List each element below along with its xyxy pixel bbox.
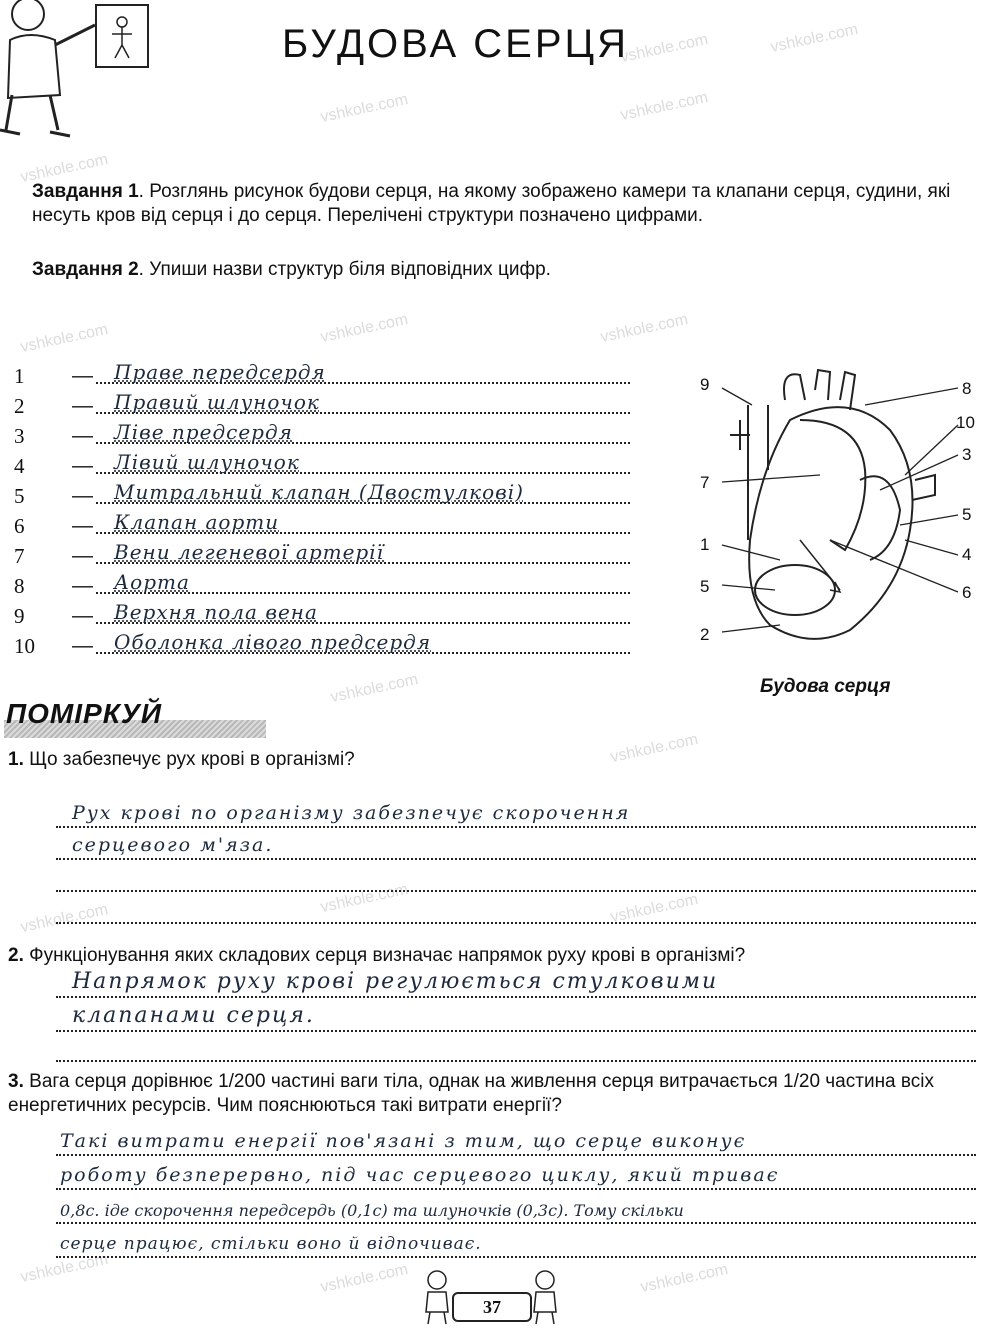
watermark: vshkole.com bbox=[619, 30, 710, 67]
task2-text bbox=[32, 258, 977, 282]
page-title: БУДОВА СЕРЦЯ bbox=[282, 22, 630, 66]
answer-line[interactable] bbox=[56, 1004, 976, 1032]
handwritten-answer: Оболонка лівого предсердя bbox=[114, 630, 432, 654]
answer-line[interactable] bbox=[56, 832, 976, 860]
ponder-heading: ПОМІРКУЙ bbox=[6, 698, 163, 729]
boy-illustration bbox=[0, 0, 160, 145]
diagram-number: 8 bbox=[962, 379, 972, 398]
handwritten-answer: Ліве предсердя bbox=[114, 420, 293, 444]
label-row bbox=[10, 632, 630, 662]
diagram-number: 5 bbox=[962, 505, 972, 524]
right-ventricle-outline bbox=[755, 565, 835, 615]
diagram-caption: Будова серця bbox=[760, 676, 891, 697]
label-row bbox=[10, 452, 630, 482]
label-row bbox=[10, 482, 630, 512]
watermark: vshkole.com bbox=[609, 890, 700, 927]
diagram-number: 10 bbox=[956, 413, 975, 432]
footer-figure-right bbox=[528, 1268, 562, 1326]
diagram-number: 7 bbox=[700, 473, 710, 492]
label-row bbox=[10, 572, 630, 602]
footer-figure-left bbox=[420, 1268, 454, 1326]
handwritten-answer: серцевого м'яза. bbox=[72, 834, 274, 856]
diagram-number: 2 bbox=[700, 625, 710, 644]
watermark: vshkole.com bbox=[769, 20, 860, 57]
label-row bbox=[10, 542, 630, 572]
dash: — bbox=[72, 574, 93, 597]
handwritten-answer: Рух крові по організму забезпечує скорочення bbox=[72, 802, 631, 824]
label-number: 6 bbox=[14, 514, 25, 538]
answer-line[interactable] bbox=[56, 1230, 976, 1258]
question-text: Що забезпечує рух крові в організмі? bbox=[29, 749, 355, 770]
watermark: vshkole.com bbox=[19, 1250, 110, 1287]
label-row bbox=[10, 422, 630, 452]
label-number: 4 bbox=[14, 454, 25, 478]
dash: — bbox=[72, 544, 93, 567]
question-3 bbox=[8, 1070, 988, 1118]
label-number: 5 bbox=[14, 484, 25, 508]
task1-text bbox=[32, 180, 977, 228]
dash: — bbox=[72, 634, 93, 657]
question-2 bbox=[8, 944, 988, 968]
diagram-number: 1 bbox=[700, 535, 710, 554]
diagram-number: 5 bbox=[700, 577, 710, 596]
dash: — bbox=[72, 364, 93, 387]
label-row bbox=[10, 392, 630, 422]
task2-label: Завдання 2 bbox=[32, 259, 139, 280]
watermark: vshkole.com bbox=[619, 88, 710, 125]
handwritten-answer: Митральний клапан (Двостулкові) bbox=[114, 480, 524, 504]
dash: — bbox=[72, 424, 93, 447]
page-number: 37 bbox=[452, 1292, 532, 1322]
answer-line[interactable] bbox=[56, 1128, 976, 1156]
task2-body: . Упиши назви структур біля відповідних цифр. bbox=[138, 259, 551, 280]
handwritten-answer: 0,8с. іде скорочення передсердь (0,1с) та шлуночків (0,3с). Тому скільки bbox=[60, 1201, 684, 1220]
question-number: 2. bbox=[8, 945, 24, 966]
handwritten-answer: Аорта bbox=[114, 570, 190, 594]
structure-labels-list bbox=[10, 362, 630, 662]
left-atrium-outline bbox=[860, 476, 900, 560]
diagram-number: 6 bbox=[962, 583, 972, 602]
handwritten-answer: Праве передсердя bbox=[114, 360, 326, 384]
answer-line[interactable] bbox=[56, 800, 976, 828]
label-number: 3 bbox=[14, 424, 25, 448]
answer-line[interactable] bbox=[56, 970, 976, 998]
handwritten-answer: Лівий шлуночок bbox=[114, 450, 300, 474]
question-number: 3. bbox=[8, 1071, 24, 1092]
handwritten-answer: Клапан аорти bbox=[114, 510, 280, 534]
watermark: vshkole.com bbox=[609, 730, 700, 767]
aorta-branches-outline bbox=[784, 370, 855, 410]
label-number: 9 bbox=[14, 604, 25, 628]
dash: — bbox=[72, 484, 93, 507]
diagram-number: 9 bbox=[700, 375, 710, 394]
label-row bbox=[10, 512, 630, 542]
handwritten-answer: Такі витрати енергії пов'язані з тим, що серце виконує bbox=[60, 1130, 747, 1152]
watermark: vshkole.com bbox=[319, 90, 410, 127]
label-row bbox=[10, 362, 630, 392]
watermark: vshkole.com bbox=[319, 310, 410, 347]
handwritten-answer: Правий шлуночок bbox=[114, 390, 320, 414]
handwritten-answer: Верхня пола вена bbox=[114, 600, 318, 624]
handwritten-answer: серце працює, стільки воно й відпочиває. bbox=[60, 1234, 482, 1254]
watermark: vshkole.com bbox=[19, 900, 110, 937]
answer-line[interactable] bbox=[56, 864, 976, 892]
watermark: vshkole.com bbox=[599, 310, 690, 347]
question-number: 1. bbox=[8, 749, 24, 770]
question-1 bbox=[8, 748, 988, 772]
handwritten-answer: клапанами серця. bbox=[72, 1003, 315, 1028]
answer-line[interactable] bbox=[56, 1162, 976, 1190]
handwritten-answer: Вени легеневої артерії bbox=[114, 540, 385, 564]
question-text: Функціонування яких складових серця визначає напрямок руху крові в організмі? bbox=[29, 945, 746, 966]
label-number: 10 bbox=[14, 634, 35, 658]
question-text: Вага серця дорівнює 1/200 частині ваги тіла, однак на живлення серця витрачається 1/20 частина всіх енергетичних ресурсів. Чим пояснюються такі витрати енергії? bbox=[8, 1071, 935, 1116]
answer-line[interactable] bbox=[56, 1196, 976, 1224]
dash: — bbox=[72, 604, 93, 627]
label-number: 8 bbox=[14, 574, 25, 598]
watermark: vshkole.com bbox=[319, 1260, 410, 1297]
heart-outline bbox=[749, 407, 912, 639]
dash: — bbox=[72, 394, 93, 417]
watermark: vshkole.com bbox=[19, 320, 110, 357]
heart-diagram bbox=[690, 360, 990, 660]
label-number: 1 bbox=[14, 364, 25, 388]
dash: — bbox=[72, 454, 93, 477]
watermark: vshkole.com bbox=[319, 880, 410, 917]
watermark: vshkole.com bbox=[639, 1260, 730, 1297]
handwritten-answer: роботу безперервно, під час серцевого циклу, який триває bbox=[60, 1164, 780, 1186]
task1-label: Завдання 1 bbox=[32, 181, 139, 202]
answer-line[interactable] bbox=[56, 1034, 976, 1062]
diagram-number: 4 bbox=[962, 545, 972, 564]
watermark: vshkole.com bbox=[19, 150, 110, 187]
septum-outline bbox=[800, 420, 865, 550]
handwritten-answer: Напрямок руху крові регулюється стулковими bbox=[72, 969, 719, 994]
task1-body: . Розглянь рисунок будови серця, на якому зображено камери та клапани серця, судини, які несуть кров від серця і до серця. Перелічені структури позначено цифрами. bbox=[32, 181, 951, 226]
watermark: vshkole.com bbox=[329, 670, 420, 707]
label-number: 2 bbox=[14, 394, 25, 418]
leader-lines bbox=[722, 388, 958, 632]
label-number: 7 bbox=[14, 544, 25, 568]
dash: — bbox=[72, 514, 93, 537]
answer-line[interactable] bbox=[56, 896, 976, 924]
diagram-number: 3 bbox=[962, 445, 972, 464]
label-row bbox=[10, 602, 630, 632]
